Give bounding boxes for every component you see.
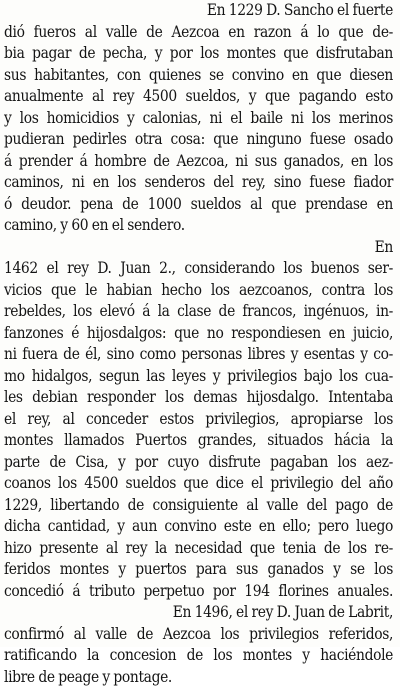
paragraph-3 (4, 602, 393, 688)
text-line: á prender á hombre de Aezcoa, ni sus ganados, en los (4, 151, 393, 173)
text-line: concedió á tributo perpetuo por 194 florines anuales. (4, 581, 393, 603)
text-line: el rey, al conceder estos privilegios, apropiarse los (4, 409, 393, 431)
text-line: camino, y 60 en el sendero. (4, 215, 393, 237)
text-line: coanos los 4500 sueldos que dice el privilegio del año (4, 473, 393, 495)
text-line: ó deudor. pena de 1000 sueldos al que prendase en (4, 194, 393, 216)
text-line: anualmente al rey 4500 sueldos, y que pagando esto (4, 86, 393, 108)
text-line: sus habitantes, con quienes se convino en que diesen (4, 65, 393, 87)
text-line: En (4, 237, 393, 259)
text-line: parte de Cisa, y por cuyo disfrute pagaban los aez- (4, 452, 393, 474)
text-line: feridos montes y puertos para sus ganados y se los (4, 559, 393, 581)
paragraph-2 (4, 237, 393, 603)
text-line: vicios que le habian hecho los aezcoanos, contra los (4, 280, 393, 302)
text-line: pudieran pedirles otra cosa: que ninguno fuese osado (4, 129, 393, 151)
text-line: confirmó al valle de Aezcoa los privilegios referidos, (4, 624, 393, 646)
text-line: y los homicidios y calonias, ni el baile ni los merinos (4, 108, 393, 130)
document-body (4, 0, 393, 688)
text-line: dió fueros al valle de Aezcoa en razon á lo que de- (4, 22, 393, 44)
text-line: ni fuera de él, sino como personas libres y esentas y co- (4, 344, 393, 366)
text-line: rebeldes, los elevó á la clase de francos, ingénuos, in- (4, 301, 393, 323)
text-line: En 1229 D. Sancho el fuerte (4, 0, 393, 22)
text-line: les debian responder los demas hijosdalgo. Intentaba (4, 387, 393, 409)
text-line: ratificando la concesion de los montes y haciéndole (4, 645, 393, 667)
text-line: caminos, ni en los senderos del rey, sino fuese fiador (4, 172, 393, 194)
text-line: hizo presente al rey la necesidad que tenia de los re- (4, 538, 393, 560)
text-line: dicha cantidad, y aun convino este en ello; pero luego (4, 516, 393, 538)
text-line: bia pagar de pecha, y por los montes que disfrutaban (4, 43, 393, 65)
text-line: montes llamados Puertos grandes, situados hácia la (4, 430, 393, 452)
paragraph-1 (4, 0, 393, 237)
text-line: En 1496, el rey D. Juan de Labrit, (4, 602, 393, 624)
text-line: mo hidalgos, segun las leyes y privilegios bajo los cua- (4, 366, 393, 388)
text-line: libre de peage y pontage. (4, 667, 393, 688)
text-line: 1229, libertando de consiguiente al valle del pago de (4, 495, 393, 517)
text-line: fanzones é hijosdalgos: que no respondiesen en juicio, (4, 323, 393, 345)
text-line: 1462 el rey D. Juan 2., considerando los buenos ser- (4, 258, 393, 280)
